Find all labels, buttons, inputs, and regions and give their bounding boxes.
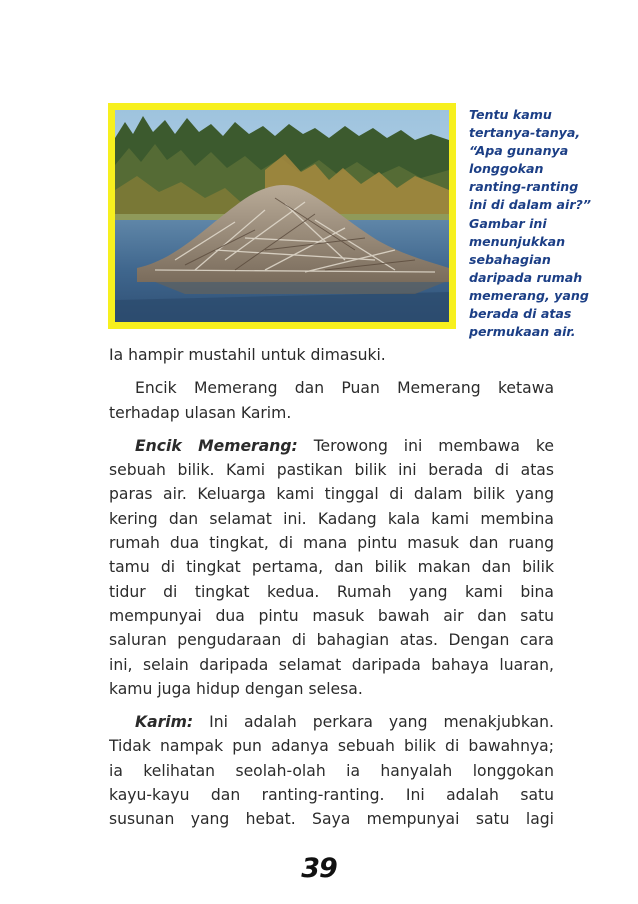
- caption-line: “Apa gunanya: [469, 143, 569, 159]
- text-fragment: Terowong ini membawa ke: [313, 436, 554, 455]
- text-line: [109, 434, 554, 458]
- paragraph-1: [109, 343, 554, 367]
- text-line: mempunyai dua pintu masuk bawah air dan satu: [109, 606, 554, 625]
- text-line: ini, selain daripada selamat daripada bahaya luaran,: [109, 655, 554, 674]
- story-text: [109, 343, 554, 832]
- paragraph-3: [109, 434, 554, 701]
- photo-caption: [469, 106, 599, 341]
- text-line: [109, 710, 554, 734]
- page-number: 39: [301, 853, 337, 884]
- caption-line: longgokan: [469, 161, 544, 177]
- text-line: sebuah bilik. Kami pastikan bilik ini berada di atas: [109, 461, 554, 480]
- caption-line: sebahagian: [469, 251, 551, 267]
- caption-line: ini di dalam air?”: [469, 197, 591, 213]
- text-line: kayu-kayu dan ranting-ranting. Ini adalah satu: [109, 786, 554, 805]
- text-line: tidur di tingkat kedua. Rumah yang kami bina: [109, 582, 554, 601]
- paragraph-2: [109, 376, 554, 425]
- text-line: rumah dua tingkat, di mana pintu masuk dan ruang: [109, 534, 554, 553]
- paragraph-4: [109, 710, 554, 831]
- text-line: paras air. Keluarga kami tinggal di dalam bilik yang: [109, 485, 554, 504]
- speaker-name: Encik Memerang:: [135, 436, 298, 455]
- text-line: terhadap ulasan Karim.: [109, 403, 292, 422]
- text-line: Ia hampir mustahil untuk dimasuki.: [109, 346, 386, 364]
- caption-line: Tentu kamu: [469, 107, 552, 122]
- text-line: kering dan selamat ini. Kadang kala kami membina: [109, 509, 554, 528]
- text-line: ia kelihatan seolah-olah ia hanyalah longgokan: [109, 761, 554, 780]
- caption-line: menunjukkan: [469, 233, 566, 249]
- speaker-name: Karim:: [135, 713, 194, 732]
- text-line: Tidak nampak pun adanya sebuah bilik di bawahnya;: [109, 737, 554, 756]
- caption-line: tertanya-tanya,: [469, 125, 581, 141]
- caption-line: memerang, yang: [469, 287, 589, 303]
- text-line: tamu di tingkat pertama, dan bilik makan dan bilik: [109, 558, 554, 577]
- photo-frame: [108, 103, 456, 329]
- text-line: saluran pengudaraan di bahagian atas. Dengan cara: [109, 631, 554, 650]
- text-line: kamu juga hidup dengan selesa.: [109, 679, 363, 698]
- text-fragment: Ini adalah perkara yang menakjubkan.: [209, 713, 554, 732]
- text-line: susunan yang hebat. Saya mempunyai satu lagi: [109, 810, 554, 829]
- caption-line: permukaan air.: [469, 324, 576, 340]
- caption-line: Gambar ini: [469, 215, 547, 231]
- beaver-lodge-photo: [115, 110, 449, 322]
- text-line: Encik Memerang dan Puan Memerang ketawa: [135, 379, 554, 398]
- caption-line: daripada rumah: [469, 269, 583, 285]
- caption-line: ranting-ranting: [469, 179, 579, 195]
- caption-line: berada di atas: [469, 306, 572, 322]
